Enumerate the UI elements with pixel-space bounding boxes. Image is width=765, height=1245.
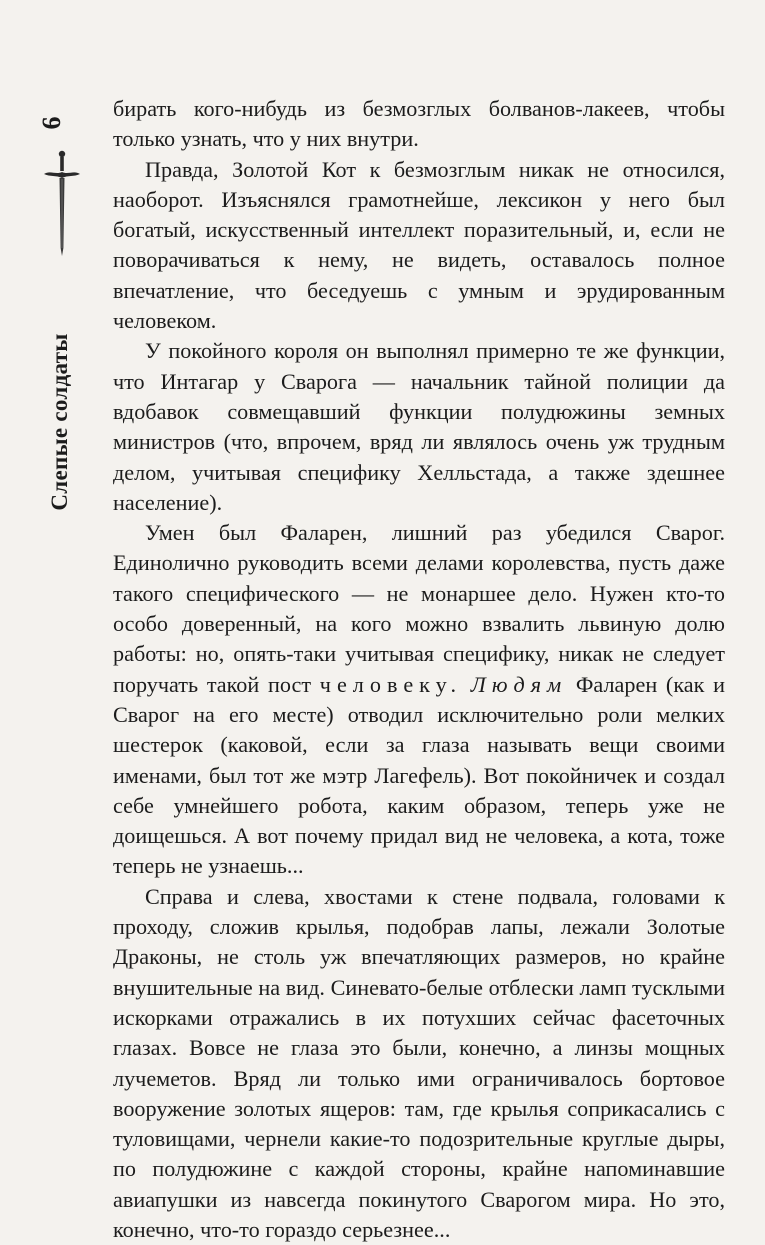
dagger-ornament-icon <box>40 148 84 258</box>
running-title: Слепые солдаты <box>47 333 72 511</box>
paragraph <box>113 94 725 155</box>
paragraph <box>113 882 725 1245</box>
paragraph <box>113 155 725 337</box>
page-number: 6 <box>37 116 66 130</box>
emphasized-word: Людям <box>470 671 568 697</box>
paragraph-text: У покойного короля он выполнял примерно те же функции, что Интагар у Сварога — начальник тайной полиции да вдобавок совмещавший функции полудюжины земных министров (что, впрочем, вряд ли являлось очень уж трудным делом, учитывая специфику Хелльстада, а также здешнее население). <box>113 338 725 515</box>
paragraph <box>113 336 725 518</box>
paragraph-text: Справа и слева, хвостами к стене подвала, головами к проходу, сложив крылья, подобрав лапы, лежали Золотые Драконы, не столь уж впечатляющих размеров, но крайне внушительные на вид. Синевато-белые отблески ламп тусклыми искорками отражались в их потухших сейчас фасеточных глазах. Вовсе не глаза это были, конечно, а линзы мощных лучеметов. Вряд ли только ими ограничивалось бортовое вооружение золотых ящеров: там, где крылья соприкасались с туловищами, чернели какие-то подозрительные круглые дыры, по полудюжине с каждой стороны, крайне напоминавшие авиапушки из навсегда покинутого Сварогом мира. Но это, конечно, что-то гораздо серьезнее... <box>113 883 725 1242</box>
page-body-text <box>113 94 725 1245</box>
paragraph-text: Умен был Фаларен, лишний раз убедился Сварог. Единолично руководить всеми делами королевства, пусть даже такого специфического — не монаршее дело. Нужен кто-то особо доверенный, на кого можно взвалить львиную долю работы: но, опять-таки учитывая специфику, никак не следует поручать такой пост <box>113 520 725 697</box>
paragraph <box>113 518 725 882</box>
paragraph-text: бирать кого-нибудь из безмозглых болванов-лакеев, чтобы только узнать, что у них внутри. <box>113 96 725 152</box>
paragraph-text <box>462 672 471 697</box>
emphasized-word: человеку. <box>319 671 463 697</box>
page-margin <box>0 0 110 1200</box>
paragraph-text: Фаларен (как и Сварог на его месте) отводил исключительно роли мелких шестерок (каковой, если за глаза называть вещи своими именами, был тот же мэтр Лагефель). Вот покойничек и создал себе умнейшего робота, каким образом, теперь уже не доищешься. А вот почему придал вид не человека, а кота, тоже теперь не узнаешь... <box>113 671 725 879</box>
paragraph-text: Правда, Золотой Кот к безмозглым никак не относился, наоборот. Изъяснялся грамотнейше, лексикон у него был богатый, искусственный интеллект поразительный, и, если не поворачиваться к нему, не видеть, оставалось полное впечатление, что беседуешь с умным и эрудированным человеком. <box>113 156 725 334</box>
